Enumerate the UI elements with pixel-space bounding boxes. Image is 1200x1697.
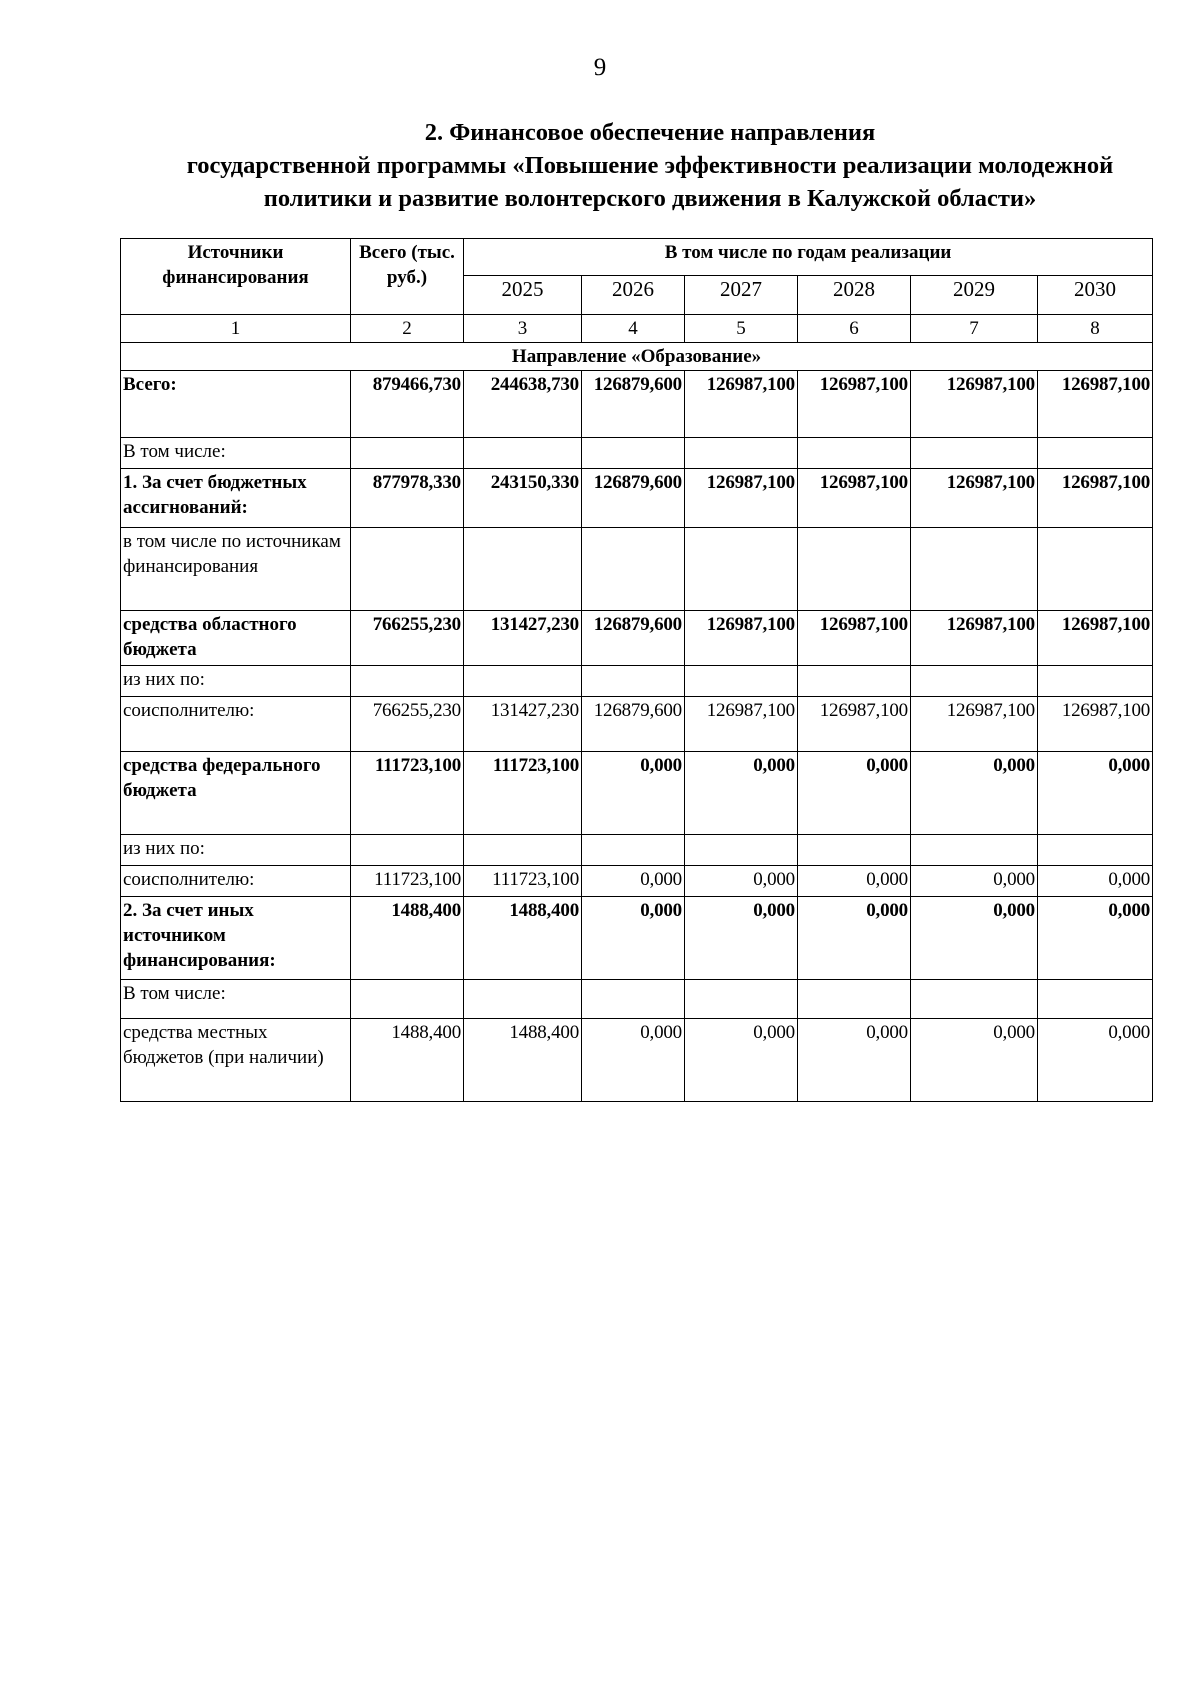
- row-value: [685, 666, 798, 697]
- table-row: [121, 980, 1153, 1019]
- row-value: [798, 980, 911, 1019]
- row-value: 126987,100: [798, 371, 911, 438]
- table-row: [121, 1019, 1153, 1102]
- row-value: 0,000: [685, 866, 798, 897]
- header-year: 2030: [1038, 276, 1153, 315]
- row-value: [351, 438, 464, 469]
- row-value: 126879,600: [582, 697, 685, 752]
- row-value: 0,000: [582, 897, 685, 980]
- row-value: 0,000: [911, 897, 1038, 980]
- row-label: Всего:: [121, 371, 351, 438]
- header-year: 2027: [685, 276, 798, 315]
- data-rows: [121, 371, 1153, 1102]
- row-value: 126987,100: [1038, 697, 1153, 752]
- row-label: из них по:: [121, 835, 351, 866]
- row-label: В том числе:: [121, 980, 351, 1019]
- row-value: 0,000: [798, 866, 911, 897]
- row-value: 126987,100: [685, 371, 798, 438]
- table-row: [121, 666, 1153, 697]
- row-label: из них по:: [121, 666, 351, 697]
- row-value: 111723,100: [351, 866, 464, 897]
- header-sources: Источники финансирования: [121, 239, 351, 315]
- row-value: [464, 528, 582, 611]
- column-number: 5: [685, 315, 798, 343]
- row-value: 0,000: [582, 866, 685, 897]
- row-value: [685, 438, 798, 469]
- row-value: [351, 528, 464, 611]
- table-row: [121, 438, 1153, 469]
- row-value: 126879,600: [582, 469, 685, 528]
- row-value: 1488,400: [464, 1019, 582, 1102]
- row-value: 0,000: [1038, 897, 1153, 980]
- row-value: 0,000: [1038, 1019, 1153, 1102]
- column-number: 8: [1038, 315, 1153, 343]
- table-row: [121, 469, 1153, 528]
- row-value: [798, 528, 911, 611]
- row-value: [351, 835, 464, 866]
- header-year: 2025: [464, 276, 582, 315]
- row-value: 126987,100: [685, 697, 798, 752]
- row-value: [911, 528, 1038, 611]
- column-number: 7: [911, 315, 1038, 343]
- row-value: [1038, 666, 1153, 697]
- row-value: 1488,400: [464, 897, 582, 980]
- row-value: [911, 666, 1038, 697]
- row-value: 126987,100: [911, 371, 1038, 438]
- column-number: 3: [464, 315, 582, 343]
- table-row: [121, 611, 1153, 666]
- row-value: 126879,600: [582, 371, 685, 438]
- row-value: 0,000: [798, 752, 911, 835]
- column-numbers-row: [121, 315, 1153, 343]
- row-value: [685, 528, 798, 611]
- heading-line-1: 2. Финансовое обеспечение направления: [424, 119, 876, 146]
- row-label: В том числе:: [121, 438, 351, 469]
- table-row: [121, 528, 1153, 611]
- row-value: 0,000: [798, 897, 911, 980]
- column-number: 2: [351, 315, 464, 343]
- heading-line-3: политики и развитие волонтерского движения в Калужской области»: [263, 185, 1037, 212]
- row-value: 131427,230: [464, 611, 582, 666]
- row-value: [582, 835, 685, 866]
- row-value: 0,000: [685, 752, 798, 835]
- row-value: 1488,400: [351, 1019, 464, 1102]
- row-value: 126987,100: [1038, 611, 1153, 666]
- row-label: средства местных бюджетов (при наличии): [121, 1019, 351, 1102]
- row-value: 111723,100: [351, 752, 464, 835]
- row-value: 0,000: [911, 1019, 1038, 1102]
- table-row: [121, 866, 1153, 897]
- table-row: [121, 835, 1153, 866]
- document-heading: [100, 116, 1200, 215]
- row-value: [464, 835, 582, 866]
- row-value: 0,000: [685, 897, 798, 980]
- row-value: 243150,330: [464, 469, 582, 528]
- row-value: [464, 666, 582, 697]
- column-number: 6: [798, 315, 911, 343]
- row-value: 126987,100: [798, 697, 911, 752]
- row-value: [1038, 528, 1153, 611]
- row-value: [911, 980, 1038, 1019]
- page-number: 9: [593, 54, 607, 81]
- row-label: средства федерального бюджета: [121, 752, 351, 835]
- row-label: 2. За счет иных источником финансирования:: [121, 897, 351, 980]
- row-value: [582, 438, 685, 469]
- row-value: 111723,100: [464, 752, 582, 835]
- row-value: 126879,600: [582, 611, 685, 666]
- column-number: 1: [121, 315, 351, 343]
- header-by-years: В том числе по годам реализации: [464, 239, 1153, 276]
- row-label: соисполнителю:: [121, 697, 351, 752]
- row-value: [464, 438, 582, 469]
- row-value: [685, 980, 798, 1019]
- section-title: Направление «Образование»: [121, 343, 1153, 371]
- header-year: 2026: [582, 276, 685, 315]
- row-label: в том числе по источникам финансирования: [121, 528, 351, 611]
- row-value: [582, 980, 685, 1019]
- row-value: [911, 438, 1038, 469]
- row-value: 126987,100: [911, 469, 1038, 528]
- row-value: 0,000: [911, 866, 1038, 897]
- heading-line-2: государственной программы «Повышение эффективности реализации молодежной: [186, 152, 1114, 179]
- row-value: [1038, 980, 1153, 1019]
- row-value: 0,000: [1038, 752, 1153, 835]
- row-value: 0,000: [798, 1019, 911, 1102]
- row-value: [911, 835, 1038, 866]
- row-label: 1. За счет бюджетных ассигнований:: [121, 469, 351, 528]
- table-row: [121, 371, 1153, 438]
- row-value: 126987,100: [685, 611, 798, 666]
- row-value: [582, 528, 685, 611]
- row-value: [798, 835, 911, 866]
- row-value: 0,000: [911, 752, 1038, 835]
- row-value: 126987,100: [685, 469, 798, 528]
- row-label: средства областного бюджета: [121, 611, 351, 666]
- row-value: 126987,100: [798, 469, 911, 528]
- row-value: 0,000: [685, 1019, 798, 1102]
- row-value: [1038, 835, 1153, 866]
- row-label: соисполнителю:: [121, 866, 351, 897]
- row-value: 766255,230: [351, 697, 464, 752]
- row-value: [1038, 438, 1153, 469]
- section-row: [121, 343, 1153, 371]
- row-value: 126987,100: [1038, 371, 1153, 438]
- row-value: 131427,230: [464, 697, 582, 752]
- header-total: Всего (тыс. руб.): [351, 239, 464, 315]
- row-value: 244638,730: [464, 371, 582, 438]
- row-value: 877978,330: [351, 469, 464, 528]
- row-value: 879466,730: [351, 371, 464, 438]
- row-value: 126987,100: [911, 611, 1038, 666]
- row-value: [582, 666, 685, 697]
- header-year: 2029: [911, 276, 1038, 315]
- table-row: [121, 897, 1153, 980]
- row-value: 126987,100: [798, 611, 911, 666]
- row-value: 0,000: [1038, 866, 1153, 897]
- financing-table: [120, 238, 1153, 1102]
- row-value: [351, 666, 464, 697]
- row-value: 766255,230: [351, 611, 464, 666]
- row-value: [798, 666, 911, 697]
- header-year: 2028: [798, 276, 911, 315]
- row-value: 126987,100: [911, 697, 1038, 752]
- row-value: 1488,400: [351, 897, 464, 980]
- row-value: [798, 438, 911, 469]
- header-row-1: [121, 239, 1153, 276]
- row-value: 0,000: [582, 752, 685, 835]
- row-value: 126987,100: [1038, 469, 1153, 528]
- row-value: [685, 835, 798, 866]
- row-value: [464, 980, 582, 1019]
- column-number: 4: [582, 315, 685, 343]
- row-value: 111723,100: [464, 866, 582, 897]
- row-value: 0,000: [582, 1019, 685, 1102]
- row-value: [351, 980, 464, 1019]
- table-row: [121, 697, 1153, 752]
- table-row: [121, 752, 1153, 835]
